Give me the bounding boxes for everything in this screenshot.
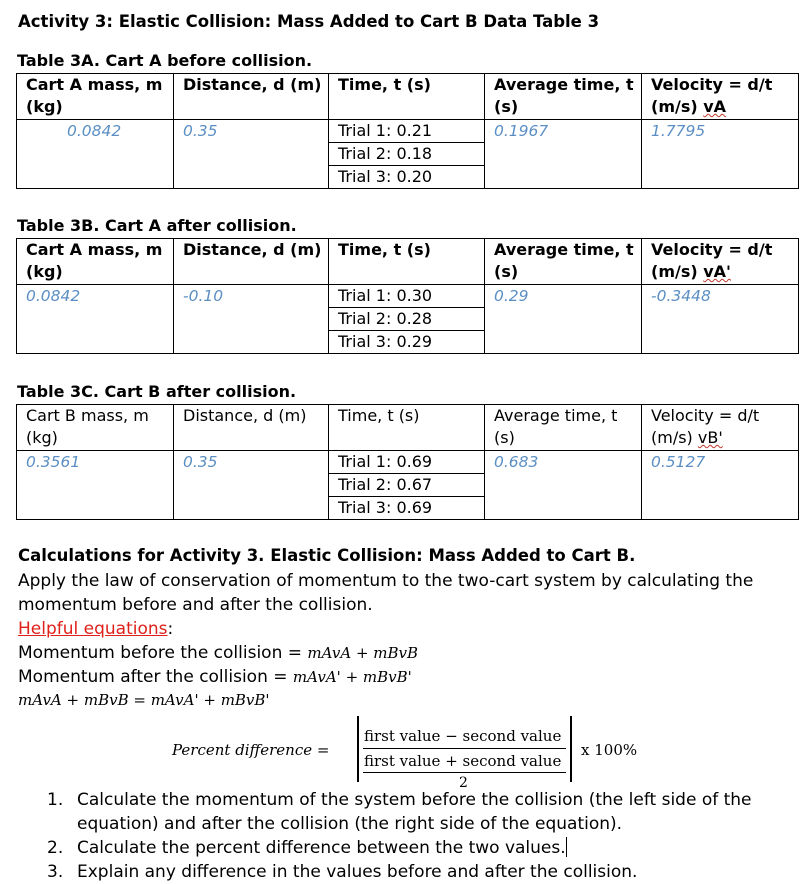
page-title: Activity 3: Elastic Collision: Mass Added to Cart B Data Table 3 [18, 12, 600, 31]
table-3c-caption: Table 3C. Cart B after collision. [17, 382, 297, 401]
header-distance: Distance, d (m) [174, 405, 329, 451]
cell-distance: -0.10 [174, 285, 329, 354]
trial-2: Trial 2: 0.67 [329, 474, 484, 497]
cell-avg-time: 0.29 [485, 285, 642, 354]
abs-bar-left [357, 716, 359, 782]
header-avg-time: Average time, t (s) [485, 405, 642, 451]
eq-after-line: Momentum after the collision = mAvA' + mBvB' [18, 667, 412, 687]
helpful-equations-line: Helpful equations: [18, 619, 174, 639]
cell-avg-time: 0.1967 [485, 120, 642, 189]
table-3c [16, 404, 799, 520]
cell-mass: 0.0842 [17, 120, 174, 189]
abs-bar-right [570, 716, 572, 782]
pd-label: Percent difference = [172, 741, 330, 759]
trial-3: Trial 3: 0.69 [338, 498, 433, 517]
pd-numerator: first value − second value [364, 727, 562, 745]
text-cursor [566, 837, 567, 857]
pd-times: x 100% [581, 741, 638, 759]
cell-velocity: -0.3448 [642, 285, 799, 354]
trial-1: Trial 1: 0.21 [329, 120, 484, 143]
header-velocity: Velocity = d/t (m/s) vA' [642, 239, 799, 285]
pd-denominator: first value + second value [364, 752, 562, 770]
header-avg-time: Average time, t (s) [485, 239, 642, 285]
header-mass: Cart B mass, m (kg) [17, 405, 174, 451]
trial-2: Trial 2: 0.28 [329, 308, 484, 331]
cell-distance: 0.35 [174, 451, 329, 520]
header-mass: Cart A mass, m (kg) [17, 74, 174, 120]
list-item: 3. Explain any difference in the values before and after the collision. [47, 862, 638, 882]
pd-two: 2 [459, 775, 468, 791]
list-item: 1. Calculate the momentum of the system before the collision (the left side of the equation) and after the collision (the right side of the equation). [47, 790, 752, 834]
calc-heading: Calculations for Activity 3. Elastic Collision: Mass Added to Cart B. [18, 546, 636, 565]
cell-mass: 0.0842 [17, 285, 174, 354]
cell-distance: 0.35 [174, 120, 329, 189]
velocity-symbol: vB' [697, 428, 723, 447]
header-distance: Distance, d (m) [174, 74, 329, 120]
cell-avg-time: 0.683 [485, 451, 642, 520]
list-item: 2. Calculate the percent difference between the two values. [47, 838, 566, 858]
trial-3: Trial 3: 0.20 [338, 167, 433, 186]
header-velocity: Velocity = d/t (m/s) vB' [642, 405, 799, 451]
table-3b [16, 238, 799, 354]
trial-1: Trial 1: 0.69 [329, 451, 484, 474]
table-3a-caption: Table 3A. Cart A before collision. [17, 51, 313, 70]
header-time: Time, t (s) [329, 74, 485, 120]
table-header-row [17, 74, 799, 120]
cell-mass: 0.3561 [17, 451, 174, 520]
cell-trials [329, 120, 485, 189]
header-time: Time, t (s) [329, 405, 485, 451]
header-velocity: Velocity = d/t (m/s) vA [642, 74, 799, 120]
calc-intro: Apply the law of conservation of momentum to the two-cart system by calculating the momentum before and after the collision. [18, 571, 754, 615]
header-mass: Cart A mass, m (kg) [17, 239, 174, 285]
velocity-symbol: vA' [703, 262, 731, 281]
fraction-line-outer [363, 748, 566, 749]
eq-before-line: Momentum before the collision = mAvA + mBvB [18, 643, 419, 663]
steps-list [47, 788, 799, 884]
table-header-row [17, 239, 799, 285]
table-row [17, 120, 799, 189]
table-3b-caption: Table 3B. Cart A after collision. [17, 216, 297, 235]
table-header-row [17, 405, 799, 451]
helpful-equations-link[interactable]: Helpful equations [18, 619, 168, 639]
table-3a [16, 73, 799, 189]
cell-trials [329, 285, 485, 354]
cell-velocity: 0.5127 [642, 451, 799, 520]
header-avg-time: Average time, t (s) [485, 74, 642, 120]
table-row [17, 451, 799, 520]
eq-conservation-line: mAvA + mBvB = mAvA' + mBvB' [18, 691, 270, 709]
trial-3: Trial 3: 0.29 [338, 332, 433, 351]
header-time: Time, t (s) [329, 239, 485, 285]
table-row [17, 285, 799, 354]
velocity-symbol: vA [703, 97, 727, 116]
eq-before-formula: mAvA + mBvB [307, 644, 419, 662]
cell-velocity: 1.7795 [642, 120, 799, 189]
trial-1: Trial 1: 0.30 [329, 285, 484, 308]
trial-2: Trial 2: 0.18 [329, 143, 484, 166]
header-distance: Distance, d (m) [174, 239, 329, 285]
cell-trials [329, 451, 485, 520]
eq-after-formula: mAvA' + mBvB' [292, 668, 412, 686]
